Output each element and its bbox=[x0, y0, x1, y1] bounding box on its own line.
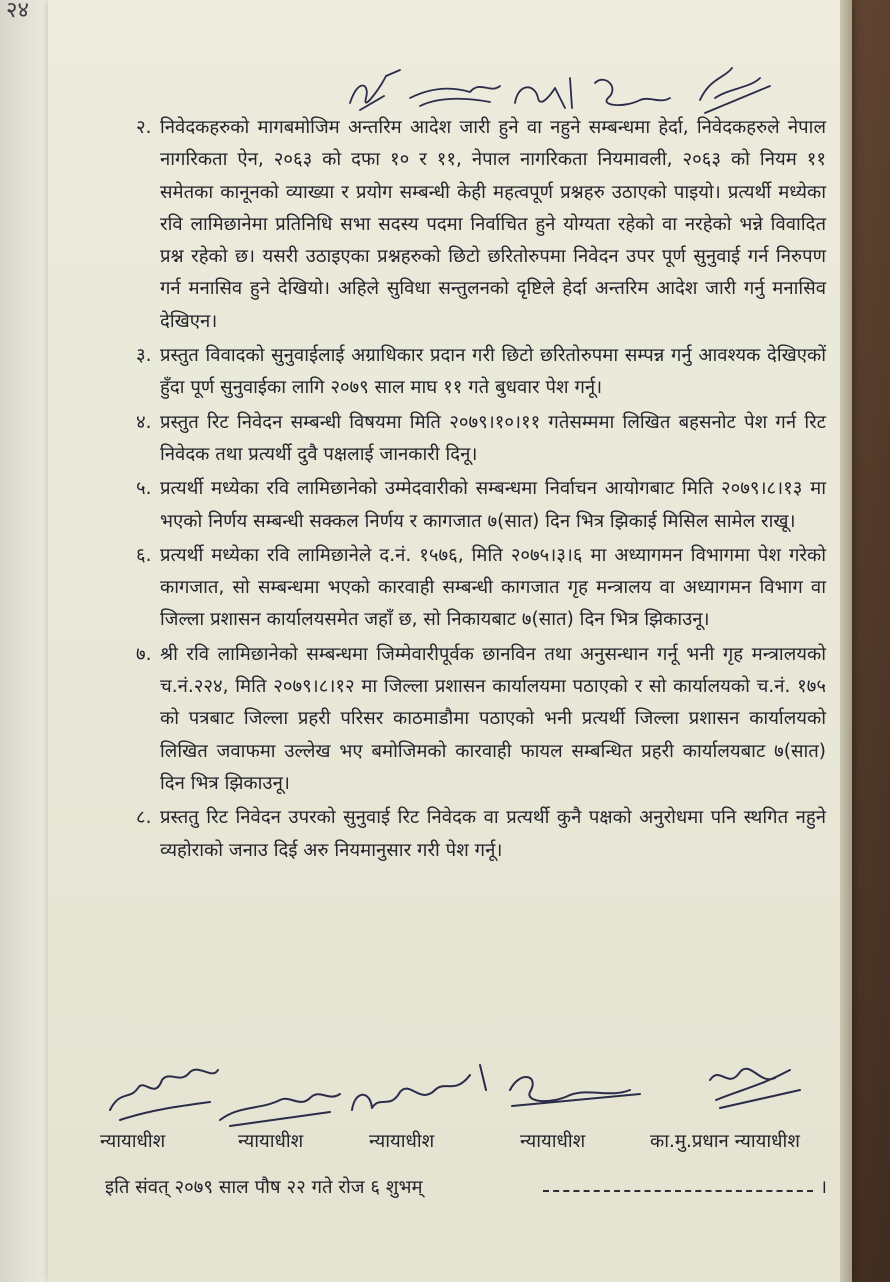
judge-signatures bbox=[100, 1050, 820, 1130]
date-line: इति संवत् २०७९ साल पौष २२ गते रोज ६ शुभम् bbox=[105, 1177, 423, 1198]
initial-3 bbox=[515, 78, 572, 108]
paragraph-3 bbox=[136, 340, 826, 405]
judge-title-4: न्यायाधीश bbox=[520, 1131, 586, 1152]
paragraph-text: निवेदकहरुको मागबमोजिम अन्तरिम आदेश जारी हुने वा नहुने सम्बन्धमा हेर्दा, निवेदकहरुले नेपाल नागरिकता ऐन, २०६३ को दफा १० र ११, नेपाल नागरिकता नियमावली, २०६३ को नियम ११ समेतका कानूनको व्याख्या र प्रयोग सम्बन्धी केही महत्वपूर्ण प्रश्नहरु उठाएको पाइयो। प्रत्यर्थी मध्येका रवि लामिछानेमा प्रतिनिधि सभा सदस्य पदमा निर्वाचित हुने योग्यता रहेको वा नरहेको भन्ने विवादित प्रश्न रहेको छ। यसरी उठाइएका प्रश्नहरुको छिटो छरितोरुपमा निवेदन उपर पूर्ण सुनुवाई गर्न निरुपण गर्न मनासिव हुने देखियो। अहिले सुविधा सन्तुलनको दृष्टिले हेर्दा अन्तरिम आदेश जारी गर्नु मनासिव देखिएन। bbox=[160, 117, 826, 332]
page-edge-shadow bbox=[840, 0, 852, 1282]
paragraph-number: ६. bbox=[136, 544, 152, 566]
paragraph-number: २. bbox=[136, 117, 152, 138]
corner-page-mark: २४ bbox=[6, 0, 29, 23]
paragraph-6 bbox=[136, 540, 826, 637]
paragraph-2 bbox=[136, 112, 826, 338]
paragraph-number: ७. bbox=[136, 643, 152, 665]
paragraph-5 bbox=[136, 473, 826, 538]
paragraph-text: प्रत्यर्थी मध्येका रवि लामिछानेले द.नं. १५७६, मिति २०७५।३।६ मा अध्यागमन विभागमा पेश गरेको कागजात, सो सम्बन्धमा भएको कारवाही सम्बन्धी कागजात गृह मन्त्रालय वा अध्यागमन विभाग वा जिल्ला प्रशासन कार्यालयसमेत जहाँ छ, सो निकायबाट ७(सात) दिन भित्र झिकाउनू। bbox=[160, 544, 826, 631]
judge-title-2: न्यायाधीश bbox=[238, 1131, 304, 1152]
initial-5 bbox=[700, 68, 770, 113]
court-order-body bbox=[136, 112, 826, 869]
paragraph-text: श्री रवि लामिछानेको सम्बन्धमा जिम्मेवारीपूर्वक छानविन तथा अनुसन्धान गर्नू भनी गृह मन्त्रालयको च.नं.२२४, मिति २०७९।८।१२ मा जिल्ला प्रशासन कार्यालयमा पठाएको र सो कार्यालयको च.नं. १७५ को पत्रबाट जिल्ला प्रहरी परिसर काठमाडौमा पठाएको भनी प्रत्यर्थी जिल्ला प्रशासन कार्यालयको लिखित जवाफमा उल्लेख भए बमोजिमको कारवाही फायल सम्बन्धित प्रहरी कार्यालयबाट ७(सात) दिन भित्र झिकाउनू। bbox=[160, 643, 826, 794]
signature-4 bbox=[510, 1077, 640, 1106]
paragraph-number: ३. bbox=[136, 345, 152, 367]
signature-5 bbox=[710, 1069, 800, 1108]
signature-1 bbox=[110, 1070, 218, 1120]
date-line-end-mark: । bbox=[820, 1177, 828, 1198]
initial-4 bbox=[595, 80, 670, 105]
paragraph-7 bbox=[136, 639, 826, 800]
underlying-page-edge bbox=[0, 0, 49, 1282]
initial-2 bbox=[410, 86, 500, 106]
signature-3 bbox=[352, 1065, 486, 1110]
initial-1 bbox=[350, 70, 400, 110]
dashed-rule bbox=[543, 1190, 813, 1192]
paragraph-4 bbox=[136, 407, 826, 472]
paragraph-text: प्रस्तुत रिट निवेदन सम्बन्धी विषयमा मिति २०७९।१०।११ गतेसम्ममा लिखित बहसनोट पेश गर्न रिट निवेदक तथा प्रत्यर्थी दुवै पक्षलाई जानकारी दिनू। bbox=[160, 411, 826, 465]
paragraph-text: प्रस्तुत विवादको सुनुवाईलाई अग्राधिकार प्रदान गरी छिटो छरितोरुपमा सम्पन्न गर्नु आवश्यक देखिएकों हुँदा पूर्ण सुनुवाईका लागि २०७९ साल माघ ११ गते बुधवार पेश गर्नू। bbox=[160, 345, 826, 399]
chief-justice-title: का.मु.प्रधान न्यायाधीश bbox=[650, 1131, 800, 1152]
judge-title-1: न्यायाधीश bbox=[100, 1131, 166, 1152]
paragraph-text: प्रत्यर्थी मध्येका रवि लामिछानेको उम्मेदवारीको सम्बन्धमा निर्वाचन आयोगबाट मिति २०७९।८।१३ मा भएको निर्णय सम्बन्धी सक्कल निर्णय र कागजात ७(सात) दिन भित्र झिकाई मिसिल सामेल राखू। bbox=[160, 478, 826, 532]
judge-title-3: न्यायाधीश bbox=[369, 1131, 435, 1152]
paragraph-text: प्रस्ततु रिट निवेदन उपरको सुनुवाई रिट निवेदक वा प्रत्यर्थी कुनै पक्षको अनुरोधमा पनि स्थगित नहुने व्यहोराको जनाउ दिई अरु नियमानुसार गरी पेश गर्नू। bbox=[160, 807, 826, 861]
paragraph-8 bbox=[136, 802, 826, 867]
paragraph-number: ८. bbox=[136, 807, 152, 829]
signature-2 bbox=[220, 1094, 340, 1126]
paragraph-number: ४. bbox=[136, 411, 152, 433]
paragraph-number: ५. bbox=[136, 478, 152, 500]
